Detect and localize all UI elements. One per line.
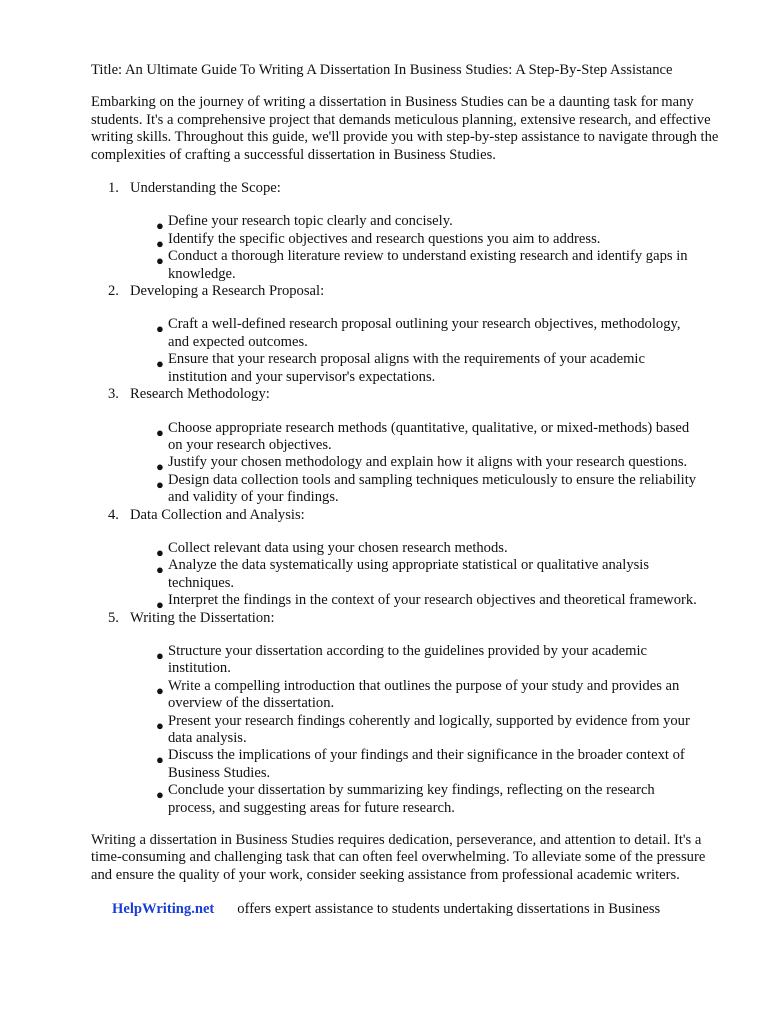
bullet-dot-icon: ●	[156, 682, 164, 698]
section-title: Developing a Research Proposal:	[130, 283, 325, 300]
bullet-item	[156, 316, 700, 351]
section-title: Data Collection and Analysis:	[130, 506, 305, 523]
bullet-text: Choose appropriate research methods (quantitative, qualitative, or mixed-methods) based on your research objectives.	[168, 419, 690, 453]
section-number: 5.	[108, 609, 119, 626]
bullet-item	[156, 419, 700, 455]
bullet-list	[130, 643, 700, 817]
bullet-item	[156, 557, 700, 592]
bullet-text: Analyze the data systematically using appropriate statistical or qualitative analysis techniques.	[168, 557, 650, 591]
bullet-dot-icon: ●	[156, 476, 164, 492]
section-item	[91, 180, 724, 283]
bullet-text: Present your research findings coherently and logically, supported by evidence from your data analysis.	[168, 712, 690, 746]
bullet-dot-icon: ●	[156, 597, 164, 613]
bullet-item	[156, 712, 700, 748]
cta-line	[91, 901, 724, 918]
bullet-text: Structure your dissertation according to the guidelines provided by your academic institution.	[168, 642, 648, 677]
bullet-text: Interpret the findings in the context of your research objectives and theoretical framework.	[168, 592, 697, 609]
bullet-item	[156, 747, 700, 782]
bullet-item	[156, 782, 700, 817]
bullet-item	[156, 351, 700, 386]
bullet-list	[130, 213, 700, 283]
bullet-text: Write a compelling introduction that outlines the purpose of your study and provides an overview of the dissertation.	[168, 677, 680, 712]
bullet-item	[156, 642, 700, 678]
bullet-dot-icon: ●	[156, 717, 164, 733]
bullet-text: Justify your chosen methodology and explain how it aligns with your research questions.	[168, 454, 688, 471]
bullet-text: Design data collection tools and sampling techniques meticulously to ensure the reliability and validity of your findings.	[168, 471, 697, 506]
bullet-item	[156, 592, 700, 613]
bullet-item	[156, 454, 700, 475]
bullet-list	[130, 316, 700, 386]
bullet-text: Conclude your dissertation by summarizing key findings, reflecting on the research process, and suggesting areas for future research.	[168, 782, 655, 816]
bullet-dot-icon: ●	[156, 647, 164, 663]
bullet-dot-icon: ●	[156, 235, 164, 251]
section-number: 1.	[108, 180, 119, 197]
bullet-dot-icon: ●	[156, 544, 164, 560]
intro-paragraph: Embarking on the journey of writing a dissertation in Business Studies can be a daunting task for many students. It's a comprehensive project that demands meticulous planning, extensive research, and effective writing skills. Throughout this guide, we'll provide you with step-by-step assistance to navigate through the complexities of crafting a successful dissertation in Business Studies.	[91, 94, 719, 163]
section-item	[91, 610, 724, 817]
section-title: Understanding the Scope:	[130, 180, 281, 197]
section-list	[91, 180, 724, 817]
bullet-dot-icon: ●	[156, 787, 164, 803]
section-number: 4.	[108, 506, 119, 523]
section-title: Writing the Dissertation:	[130, 609, 275, 626]
bullet-list	[130, 539, 700, 613]
section-item	[91, 386, 724, 506]
bullet-text: Collect relevant data using your chosen research methods.	[168, 539, 508, 556]
section-title: Research Methodology:	[130, 386, 270, 403]
bullet-item	[156, 213, 700, 234]
bullet-dot-icon: ●	[156, 253, 164, 269]
bullet-dot-icon: ●	[156, 424, 164, 440]
bullet-dot-icon: ●	[156, 459, 164, 475]
bullet-item	[156, 230, 700, 251]
section-item	[91, 506, 724, 613]
bullet-dot-icon: ●	[156, 752, 164, 768]
bullet-text: Craft a well-defined research proposal outlining your research objectives, methodology, and expected outcomes.	[168, 316, 681, 350]
section-number: 2.	[108, 283, 119, 300]
bullet-item	[156, 248, 700, 283]
bullet-text: Conduct a thorough literature review to understand existing research and identify gaps in knowledge.	[168, 248, 688, 282]
bullet-item	[156, 471, 700, 507]
bullet-text: Define your research topic clearly and concisely.	[168, 213, 453, 230]
document-title: Title: An Ultimate Guide To Writing A Dissertation In Business Studies: A Step-By-Step Assistance	[91, 62, 673, 78]
bullet-dot-icon: ●	[156, 321, 164, 337]
bullet-dot-icon: ●	[156, 562, 164, 578]
bullet-dot-icon: ●	[156, 356, 164, 372]
bullet-item	[156, 539, 700, 560]
bullet-list	[130, 420, 700, 507]
bullet-item	[156, 677, 700, 713]
bullet-text: Ensure that your research proposal aligns with the requirements of your academic institution and your supervisor's expectations.	[168, 351, 645, 385]
section-number: 3.	[108, 386, 119, 403]
bullet-text: Identify the specific objectives and research questions you aim to address.	[168, 230, 601, 247]
bullet-text: Discuss the implications of your findings and their significance in the broader context of Business Studies.	[168, 747, 685, 781]
closing-paragraph: Writing a dissertation in Business Studies requires dedication, perseverance, and attention to detail. It's a time-consuming and challenging task that can often feel overwhelming. To alleviate some of the pressure and ensure the quality of your work, consider seeking assistance from professional academic writers.	[91, 832, 706, 883]
cta-text: offers expert assistance to students undertaking dissertations in Business	[237, 901, 661, 918]
helpwriting-link[interactable]: HelpWriting.net	[112, 901, 215, 918]
section-item	[91, 283, 724, 386]
bullet-dot-icon: ●	[156, 218, 164, 234]
